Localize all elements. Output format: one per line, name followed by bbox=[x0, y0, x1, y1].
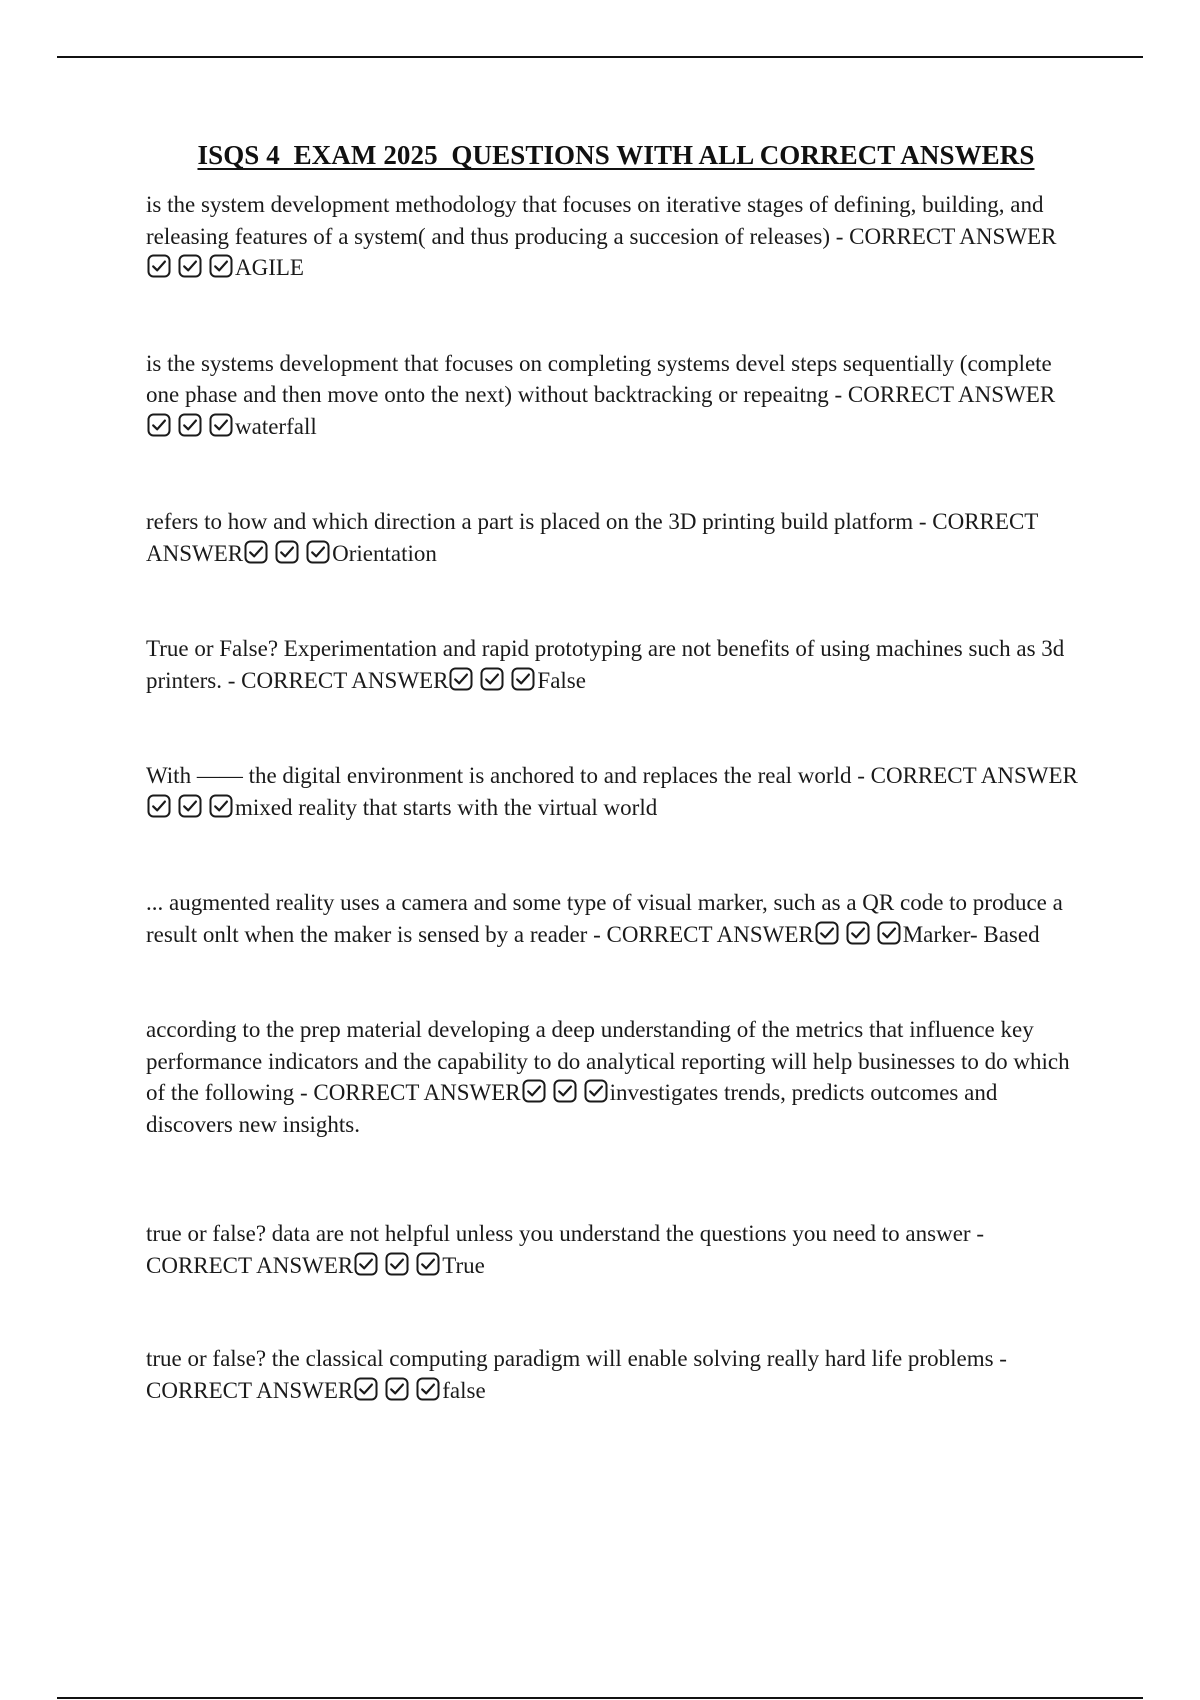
qa-item bbox=[146, 1343, 1086, 1406]
answer-marker: CORRECT ANSWER bbox=[606, 921, 814, 947]
document-page bbox=[146, 140, 1086, 1470]
answer-text: True bbox=[442, 1252, 485, 1278]
question-text: true or false? data are not helpful unless you understand the questions you need to answer - bbox=[146, 1221, 984, 1246]
question-text: is the systems development that focuses on completing systems devel steps sequentially (complete one phase and then move onto the next) without backtracking or repeaitng - bbox=[146, 350, 1052, 407]
answer-text: False bbox=[537, 667, 586, 693]
checkbox-check-icon bbox=[449, 667, 473, 691]
checkbox-check-icon bbox=[147, 254, 171, 278]
answer-marker: CORRECT ANSWER bbox=[146, 1252, 354, 1278]
checkbox-check-icon bbox=[385, 1377, 409, 1401]
top-rule bbox=[57, 56, 1143, 58]
bottom-rule bbox=[57, 1697, 1143, 1699]
answer-checks bbox=[147, 413, 233, 437]
checkbox-check-icon bbox=[147, 794, 171, 818]
checkbox-check-icon bbox=[354, 1252, 378, 1276]
question-text: according to the prep material developing a deep understanding of the metrics that influence key performance indicators and the capability to do analytical reporting will help businesses to do which of the following - bbox=[146, 1017, 1070, 1105]
answer-marker: CORRECT ANSWER bbox=[241, 667, 449, 693]
question-text: true or false? the classical computing paradigm will enable solving really hard life problems - bbox=[146, 1346, 1007, 1371]
answer-text: AGILE bbox=[235, 255, 304, 280]
answer-marker: CORRECT ANSWER bbox=[847, 382, 1056, 407]
checkbox-check-icon bbox=[209, 794, 233, 818]
checkbox-check-icon bbox=[815, 921, 839, 945]
qa-item bbox=[146, 760, 1086, 823]
answer-checks bbox=[449, 667, 535, 691]
checkbox-check-icon bbox=[877, 921, 901, 945]
checkbox-check-icon bbox=[522, 1079, 546, 1103]
checkbox-check-icon bbox=[244, 540, 268, 564]
answer-checks bbox=[354, 1377, 440, 1401]
question-text: refers to how and which direction a part is placed on the 3D printing build platform - bbox=[146, 509, 933, 534]
answer-marker: CORRECT ANSWER bbox=[313, 1080, 521, 1105]
answer-checks bbox=[354, 1252, 440, 1276]
question-text: ... augmented reality uses a camera and some type of visual marker, such as a QR code to produce a result onlt when the maker is sensed by a reader - bbox=[146, 890, 1063, 947]
checkbox-check-icon bbox=[846, 921, 870, 945]
question-text: With —— the digital environment is anchored to and replaces the real world - bbox=[146, 763, 871, 788]
answer-marker: CORRECT ANSWER bbox=[870, 763, 1078, 788]
answer-marker: CORRECT ANSWER bbox=[146, 1377, 354, 1403]
checkbox-check-icon bbox=[385, 1252, 409, 1276]
checkbox-check-icon bbox=[306, 540, 330, 564]
checkbox-check-icon bbox=[511, 667, 535, 691]
answer-text: Marker- Based bbox=[902, 921, 1040, 947]
checkbox-check-icon bbox=[354, 1377, 378, 1401]
question-text: True or False? Experimentation and rapid prototyping are not benefits of using machines such as 3d printers. - bbox=[146, 636, 1065, 693]
document-title: ISQS 4 EXAM 2025 QUESTIONS WITH ALL CORRECT ANSWERS bbox=[197, 140, 1035, 170]
checkbox-check-icon bbox=[178, 413, 202, 437]
answer-marker: CORRECT ANSWER bbox=[849, 223, 1057, 249]
checkbox-check-icon bbox=[178, 794, 202, 818]
checkbox-check-icon bbox=[553, 1079, 577, 1103]
qa-item bbox=[146, 1014, 1086, 1140]
checkbox-check-icon bbox=[416, 1252, 440, 1276]
qa-item bbox=[146, 887, 1086, 950]
checkbox-check-icon bbox=[178, 254, 202, 278]
answer-text: mixed reality that starts with the virtual world bbox=[235, 794, 658, 820]
checkbox-check-icon bbox=[480, 667, 504, 691]
qa-item bbox=[146, 1218, 1086, 1281]
answer-text: investigates trends, predicts outcomes and discovers new insights. bbox=[146, 1080, 998, 1137]
answer-checks bbox=[244, 540, 330, 564]
qa-item bbox=[146, 348, 1086, 443]
answer-text: Orientation bbox=[332, 540, 437, 566]
checkbox-check-icon bbox=[209, 413, 233, 437]
qa-item bbox=[146, 506, 1086, 569]
answer-checks bbox=[147, 254, 233, 278]
answer-marker: CORRECT ANSWER bbox=[146, 509, 1038, 566]
qa-item bbox=[146, 189, 1086, 284]
checkbox-check-icon bbox=[584, 1079, 608, 1103]
qa-list bbox=[146, 189, 1086, 1406]
checkbox-check-icon bbox=[147, 413, 171, 437]
checkbox-check-icon bbox=[209, 254, 233, 278]
qa-item bbox=[146, 633, 1086, 696]
checkbox-check-icon bbox=[416, 1377, 440, 1401]
answer-checks bbox=[815, 921, 901, 945]
question-text: is the system development methodology that focuses on iterative stages of defining, building, and releasing features of a system( and thus producing a succesion of releases) - bbox=[146, 192, 1044, 249]
answer-checks bbox=[147, 794, 233, 818]
checkbox-check-icon bbox=[275, 540, 299, 564]
answer-text: waterfall bbox=[235, 413, 317, 439]
answer-checks bbox=[522, 1079, 608, 1103]
answer-text: false bbox=[442, 1377, 486, 1403]
